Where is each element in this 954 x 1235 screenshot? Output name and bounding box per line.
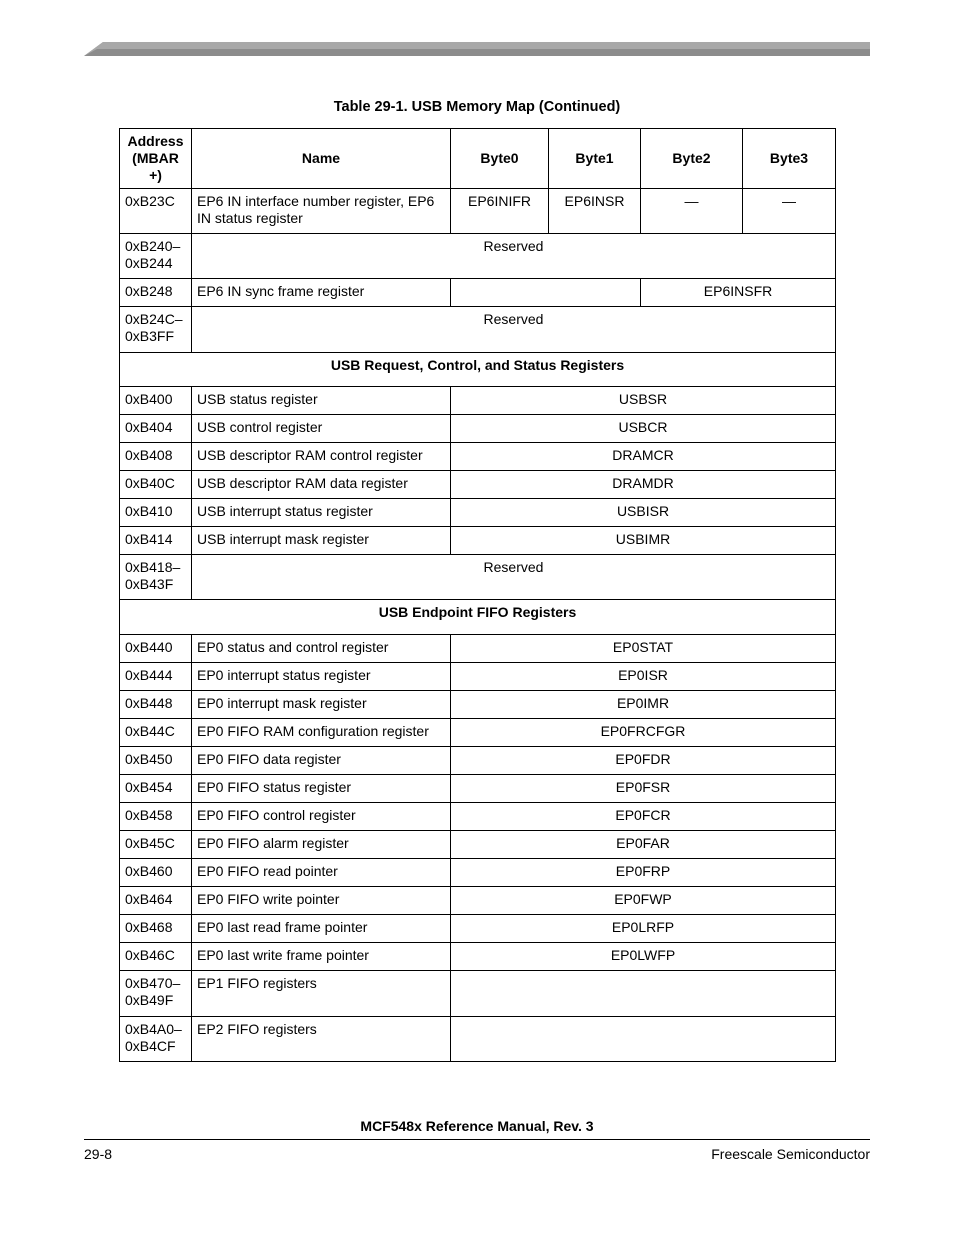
column-header-byte1: Byte1 xyxy=(549,129,641,189)
name-cell: USB status register xyxy=(192,387,451,415)
name-cell: USB interrupt mask register xyxy=(192,527,451,555)
column-header-name: Name xyxy=(192,129,451,189)
table-row xyxy=(120,691,836,719)
table-row xyxy=(120,443,836,471)
table-row xyxy=(120,831,836,859)
name-cell: EP0 FIFO write pointer xyxy=(192,887,451,915)
table-row xyxy=(120,499,836,527)
table-title: Table 29-1. USB Memory Map (Continued) xyxy=(333,99,621,115)
reserved-cell: Reserved xyxy=(192,555,836,600)
table-row xyxy=(120,1017,836,1062)
name-cell: EP0 interrupt mask register xyxy=(192,691,451,719)
value-cell: EP0FSR xyxy=(451,775,836,803)
value-cell: DRAMDR xyxy=(451,471,836,499)
table-row xyxy=(120,915,836,943)
address-cell: 0xB410 xyxy=(120,499,192,527)
column-header-address: Address (MBAR +) xyxy=(120,129,192,189)
value-cell: USBSR xyxy=(451,387,836,415)
value-cell: USBISR xyxy=(451,499,836,527)
column-header-byte0: Byte0 xyxy=(451,129,549,189)
value-cell: EP0FRP xyxy=(451,859,836,887)
value-cell: EP0ISR xyxy=(451,663,836,691)
value-cell: USBCR xyxy=(451,415,836,443)
name-cell: USB descriptor RAM data register xyxy=(192,471,451,499)
footer-divider xyxy=(84,1139,870,1140)
table-row xyxy=(120,279,836,307)
name-cell: EP6 IN sync frame register xyxy=(192,279,451,307)
byte2-3-cell: EP6INSFR xyxy=(641,279,836,307)
value-cell: DRAMCR xyxy=(451,443,836,471)
value-cell: EP0LRFP xyxy=(451,915,836,943)
page-number: 29-8 xyxy=(84,1146,113,1162)
header-row xyxy=(120,129,836,189)
byte2-cell: — xyxy=(641,189,743,234)
value-cell: USBIMR xyxy=(451,527,836,555)
address-cell: 0xB408 xyxy=(120,443,192,471)
name-cell: EP6 IN interface number register, EP6 IN status register xyxy=(192,189,451,234)
address-cell: 0xB470– 0xB49F xyxy=(120,971,192,1017)
name-cell: EP0 last write frame pointer xyxy=(192,943,451,971)
table-row xyxy=(120,747,836,775)
table-row xyxy=(120,887,836,915)
name-cell: USB interrupt status register xyxy=(192,499,451,527)
address-cell: 0xB460 xyxy=(120,859,192,887)
column-header-byte2: Byte2 xyxy=(641,129,743,189)
address-cell: 0xB458 xyxy=(120,803,192,831)
address-cell: 0xB248 xyxy=(120,279,192,307)
section-title: USB Endpoint FIFO Registers xyxy=(120,600,836,635)
reserved-cell: Reserved xyxy=(192,234,836,279)
value-cell: EP0FWP xyxy=(451,887,836,915)
name-cell: EP0 last read frame pointer xyxy=(192,915,451,943)
empty-byte-cell xyxy=(451,279,641,307)
address-cell: 0xB24C– 0xB3FF xyxy=(120,307,192,353)
table-row xyxy=(120,387,836,415)
address-cell: 0xB404 xyxy=(120,415,192,443)
table-row xyxy=(120,555,836,600)
table-row xyxy=(120,859,836,887)
value-cell: EP0LWFP xyxy=(451,943,836,971)
table-row xyxy=(120,415,836,443)
value-cell: EP0STAT xyxy=(451,635,836,663)
table-row xyxy=(120,527,836,555)
value-cell: EP0FRCFGR xyxy=(451,719,836,747)
address-cell: 0xB444 xyxy=(120,663,192,691)
name-cell: EP0 FIFO control register xyxy=(192,803,451,831)
value-cell: EP0FCR xyxy=(451,803,836,831)
value-cell: EP0FDR xyxy=(451,747,836,775)
value-cell: EP0IMR xyxy=(451,691,836,719)
address-cell: 0xB23C xyxy=(120,189,192,234)
table-row xyxy=(120,943,836,971)
address-cell: 0xB46C xyxy=(120,943,192,971)
empty-value-cell xyxy=(451,971,836,1017)
address-cell: 0xB464 xyxy=(120,887,192,915)
empty-value-cell xyxy=(451,1017,836,1062)
footer-manual-title: MCF548x Reference Manual, Rev. 3 xyxy=(360,1118,594,1134)
byte3-cell: — xyxy=(743,189,836,234)
address-cell: 0xB468 xyxy=(120,915,192,943)
table-row xyxy=(120,635,836,663)
name-cell: USB descriptor RAM control register xyxy=(192,443,451,471)
table-row xyxy=(120,803,836,831)
name-cell: EP1 FIFO registers xyxy=(192,971,451,1017)
name-cell: USB control register xyxy=(192,415,451,443)
byte0-cell: EP6INIFR xyxy=(451,189,549,234)
address-cell: 0xB400 xyxy=(120,387,192,415)
name-cell: EP0 interrupt status register xyxy=(192,663,451,691)
address-cell: 0xB440 xyxy=(120,635,192,663)
address-cell: 0xB414 xyxy=(120,527,192,555)
value-cell: EP0FAR xyxy=(451,831,836,859)
name-cell: EP0 FIFO data register xyxy=(192,747,451,775)
byte1-cell: EP6INSR xyxy=(549,189,641,234)
address-cell: 0xB448 xyxy=(120,691,192,719)
name-cell: EP0 FIFO alarm register xyxy=(192,831,451,859)
header-banner-bar xyxy=(0,0,954,60)
section-header-row xyxy=(120,353,836,387)
company-name: Freescale Semiconductor xyxy=(711,1146,870,1162)
name-cell: EP0 status and control register xyxy=(192,635,451,663)
table-row xyxy=(120,663,836,691)
address-cell: 0xB45C xyxy=(120,831,192,859)
address-cell: 0xB454 xyxy=(120,775,192,803)
address-cell: 0xB240– 0xB244 xyxy=(120,234,192,279)
table-row xyxy=(120,775,836,803)
table-row xyxy=(120,471,836,499)
address-cell: 0xB418– 0xB43F xyxy=(120,555,192,600)
address-cell: 0xB450 xyxy=(120,747,192,775)
section-header-row xyxy=(120,600,836,635)
table-row xyxy=(120,189,836,234)
name-cell: EP0 FIFO status register xyxy=(192,775,451,803)
address-cell: 0xB40C xyxy=(120,471,192,499)
table-row xyxy=(120,719,836,747)
table-row xyxy=(120,971,836,1017)
name-cell: EP0 FIFO read pointer xyxy=(192,859,451,887)
address-cell: 0xB4A0– 0xB4CF xyxy=(120,1017,192,1062)
column-header-byte3: Byte3 xyxy=(743,129,836,189)
usb-memory-map-table xyxy=(119,128,836,1062)
reserved-cell: Reserved xyxy=(192,307,836,353)
name-cell: EP2 FIFO registers xyxy=(192,1017,451,1062)
section-title: USB Request, Control, and Status Registers xyxy=(120,353,836,387)
address-cell: 0xB44C xyxy=(120,719,192,747)
name-cell: EP0 FIFO RAM configuration register xyxy=(192,719,451,747)
table-row xyxy=(120,234,836,279)
table-row xyxy=(120,307,836,353)
